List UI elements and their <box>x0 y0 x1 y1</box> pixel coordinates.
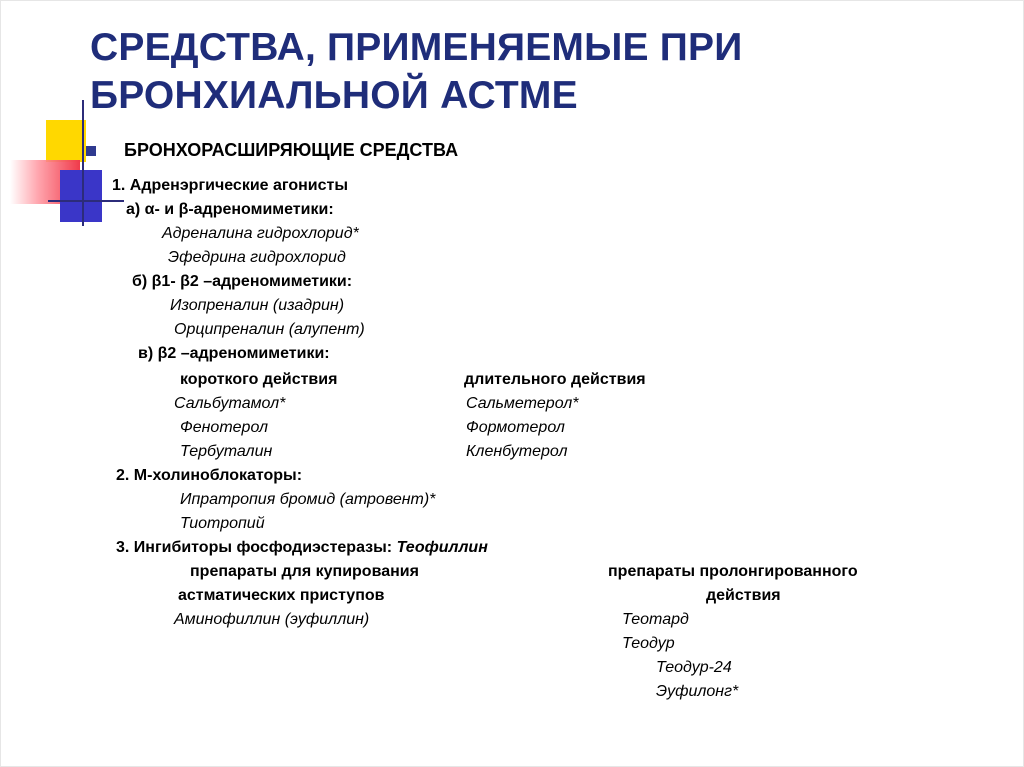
list-item: Тиотропий <box>180 515 265 532</box>
section2-heading: 2. М-холиноблокаторы: <box>116 467 303 484</box>
section3-heading <box>116 538 488 558</box>
section1-a-heading: а) α- и β-адреномиметики: <box>126 201 334 218</box>
list-item: Теотард <box>622 611 689 628</box>
list-item: Адреналина гидрохлорид* <box>162 225 359 242</box>
section3-heading-text: 3. Ингибиторы фосфодиэстеразы: <box>116 539 397 556</box>
section1-heading: 1. Адренэргические агонисты <box>112 177 349 194</box>
list-item: Эфедрина гидрохлорид <box>168 249 346 266</box>
section1-c-heading: в) β2 –адреномиметики: <box>138 345 330 362</box>
title-line-2: БРОНХИАЛЬНОЙ АСТМЕ <box>90 74 578 117</box>
list-item: Эуфилонг* <box>656 683 739 700</box>
subtitle: БРОНХОРАСШИРЯЮЩИЕ СРЕДСТВА <box>124 140 459 160</box>
list-item: Формотерол <box>466 419 565 436</box>
decor-blue-square <box>60 170 102 222</box>
decor-horizontal-line <box>48 200 124 202</box>
list-item: Теодур <box>622 635 675 652</box>
section3-heading-drug: Теофиллин <box>396 539 488 556</box>
decor-yellow-square <box>46 120 86 162</box>
decor-vertical-line <box>82 100 84 226</box>
list-item: Ипратропия бромид (атровент)* <box>180 491 436 508</box>
slide-title <box>90 24 970 120</box>
list-item: Изопреналин (изадрин) <box>170 297 345 314</box>
list-item: Фенотерол <box>180 419 269 436</box>
section3-left-heading-2: астматических приступов <box>178 587 385 604</box>
section3-right-heading-2: действия <box>706 587 781 604</box>
section3-right-heading-1: препараты пролонгированного <box>608 563 858 580</box>
long-acting-heading: длительного действия <box>464 371 646 388</box>
short-acting-heading: короткого действия <box>180 371 338 388</box>
bullet-square-icon <box>86 146 96 156</box>
section1-b-heading: б) β1- β2 –адреномиметики: <box>132 273 353 290</box>
list-item: Сальбутамол* <box>174 395 286 412</box>
list-item: Аминофиллин (эуфиллин) <box>174 611 370 628</box>
list-item: Орципреналин (алупент) <box>174 321 365 338</box>
list-item: Тербуталин <box>180 443 273 460</box>
list-item: Теодур-24 <box>656 659 732 676</box>
list-item: Сальметерол* <box>466 395 579 412</box>
title-line-1: СРЕДСТВА, ПРИМЕНЯЕМЫЕ ПРИ <box>90 26 743 69</box>
section3-left-heading-1: препараты для купирования <box>190 563 419 580</box>
list-item: Кленбутерол <box>466 443 568 460</box>
